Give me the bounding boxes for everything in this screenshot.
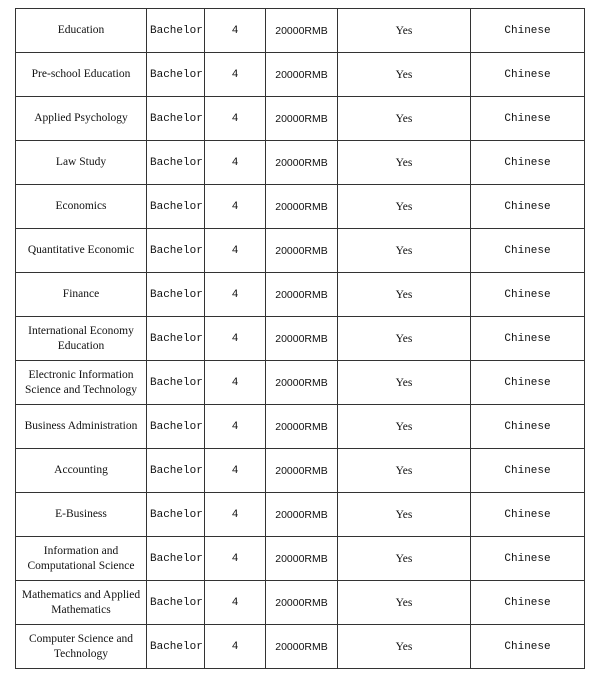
table-row [16, 9, 585, 53]
duration-cell: 4 [205, 625, 266, 669]
degree-cell: Bachelor [147, 9, 205, 53]
degree-cell: Bachelor [147, 581, 205, 625]
programs-table [15, 8, 585, 669]
table-row [16, 625, 585, 669]
tuition-cell: 20000RMB [266, 625, 338, 669]
tuition-cell: 20000RMB [266, 53, 338, 97]
table-row [16, 273, 585, 317]
major-cell: Finance [16, 273, 147, 317]
major-cell: International Economy Education [16, 317, 147, 361]
degree-cell: Bachelor [147, 273, 205, 317]
tuition-cell: 20000RMB [266, 317, 338, 361]
language-cell: Chinese [471, 97, 585, 141]
table-row [16, 493, 585, 537]
duration-cell: 4 [205, 229, 266, 273]
degree-cell: Bachelor [147, 449, 205, 493]
table-row [16, 361, 585, 405]
language-cell: Chinese [471, 185, 585, 229]
language-cell: Chinese [471, 449, 585, 493]
tuition-cell: 20000RMB [266, 537, 338, 581]
duration-cell: 4 [205, 361, 266, 405]
tuition-cell: 20000RMB [266, 449, 338, 493]
duration-cell: 4 [205, 97, 266, 141]
scholarship-cell: Yes [338, 97, 471, 141]
table-row [16, 141, 585, 185]
duration-cell: 4 [205, 581, 266, 625]
scholarship-cell: Yes [338, 141, 471, 185]
scholarship-cell: Yes [338, 229, 471, 273]
language-cell: Chinese [471, 625, 585, 669]
tuition-cell: 20000RMB [266, 273, 338, 317]
table-row [16, 97, 585, 141]
major-cell: Information and Computational Science [16, 537, 147, 581]
tuition-cell: 20000RMB [266, 581, 338, 625]
major-cell: Applied Psychology [16, 97, 147, 141]
major-cell: Law Study [16, 141, 147, 185]
language-cell: Chinese [471, 273, 585, 317]
language-cell: Chinese [471, 537, 585, 581]
tuition-cell: 20000RMB [266, 493, 338, 537]
degree-cell: Bachelor [147, 317, 205, 361]
major-cell: Computer Science and Technology [16, 625, 147, 669]
language-cell: Chinese [471, 361, 585, 405]
major-cell: Electronic Information Science and Technology [16, 361, 147, 405]
degree-cell: Bachelor [147, 229, 205, 273]
scholarship-cell: Yes [338, 317, 471, 361]
scholarship-cell: Yes [338, 361, 471, 405]
programs-table-body [16, 9, 585, 669]
degree-cell: Bachelor [147, 53, 205, 97]
language-cell: Chinese [471, 493, 585, 537]
degree-cell: Bachelor [147, 625, 205, 669]
language-cell: Chinese [471, 141, 585, 185]
duration-cell: 4 [205, 405, 266, 449]
language-cell: Chinese [471, 9, 585, 53]
table-row [16, 449, 585, 493]
scholarship-cell: Yes [338, 273, 471, 317]
table-row [16, 53, 585, 97]
duration-cell: 4 [205, 9, 266, 53]
degree-cell: Bachelor [147, 537, 205, 581]
tuition-cell: 20000RMB [266, 405, 338, 449]
table-row [16, 537, 585, 581]
tuition-cell: 20000RMB [266, 97, 338, 141]
scholarship-cell: Yes [338, 449, 471, 493]
language-cell: Chinese [471, 229, 585, 273]
scholarship-cell: Yes [338, 581, 471, 625]
duration-cell: 4 [205, 449, 266, 493]
duration-cell: 4 [205, 273, 266, 317]
major-cell: Pre-school Education [16, 53, 147, 97]
language-cell: Chinese [471, 53, 585, 97]
table-row [16, 317, 585, 361]
tuition-cell: 20000RMB [266, 185, 338, 229]
scholarship-cell: Yes [338, 625, 471, 669]
scholarship-cell: Yes [338, 185, 471, 229]
scholarship-cell: Yes [338, 493, 471, 537]
duration-cell: 4 [205, 53, 266, 97]
language-cell: Chinese [471, 317, 585, 361]
major-cell: Business Administration [16, 405, 147, 449]
language-cell: Chinese [471, 581, 585, 625]
tuition-cell: 20000RMB [266, 229, 338, 273]
degree-cell: Bachelor [147, 185, 205, 229]
duration-cell: 4 [205, 493, 266, 537]
duration-cell: 4 [205, 141, 266, 185]
table-row [16, 581, 585, 625]
major-cell: Quantitative Economic [16, 229, 147, 273]
scholarship-cell: Yes [338, 405, 471, 449]
tuition-cell: 20000RMB [266, 361, 338, 405]
scholarship-cell: Yes [338, 9, 471, 53]
scholarship-cell: Yes [338, 53, 471, 97]
major-cell: Education [16, 9, 147, 53]
duration-cell: 4 [205, 537, 266, 581]
degree-cell: Bachelor [147, 361, 205, 405]
language-cell: Chinese [471, 405, 585, 449]
table-row [16, 229, 585, 273]
major-cell: Accounting [16, 449, 147, 493]
degree-cell: Bachelor [147, 405, 205, 449]
table-row [16, 405, 585, 449]
duration-cell: 4 [205, 317, 266, 361]
scholarship-cell: Yes [338, 537, 471, 581]
tuition-cell: 20000RMB [266, 9, 338, 53]
tuition-cell: 20000RMB [266, 141, 338, 185]
major-cell: E-Business [16, 493, 147, 537]
duration-cell: 4 [205, 185, 266, 229]
degree-cell: Bachelor [147, 97, 205, 141]
table-row [16, 185, 585, 229]
degree-cell: Bachelor [147, 493, 205, 537]
major-cell: Mathematics and Applied Mathematics [16, 581, 147, 625]
major-cell: Economics [16, 185, 147, 229]
degree-cell: Bachelor [147, 141, 205, 185]
